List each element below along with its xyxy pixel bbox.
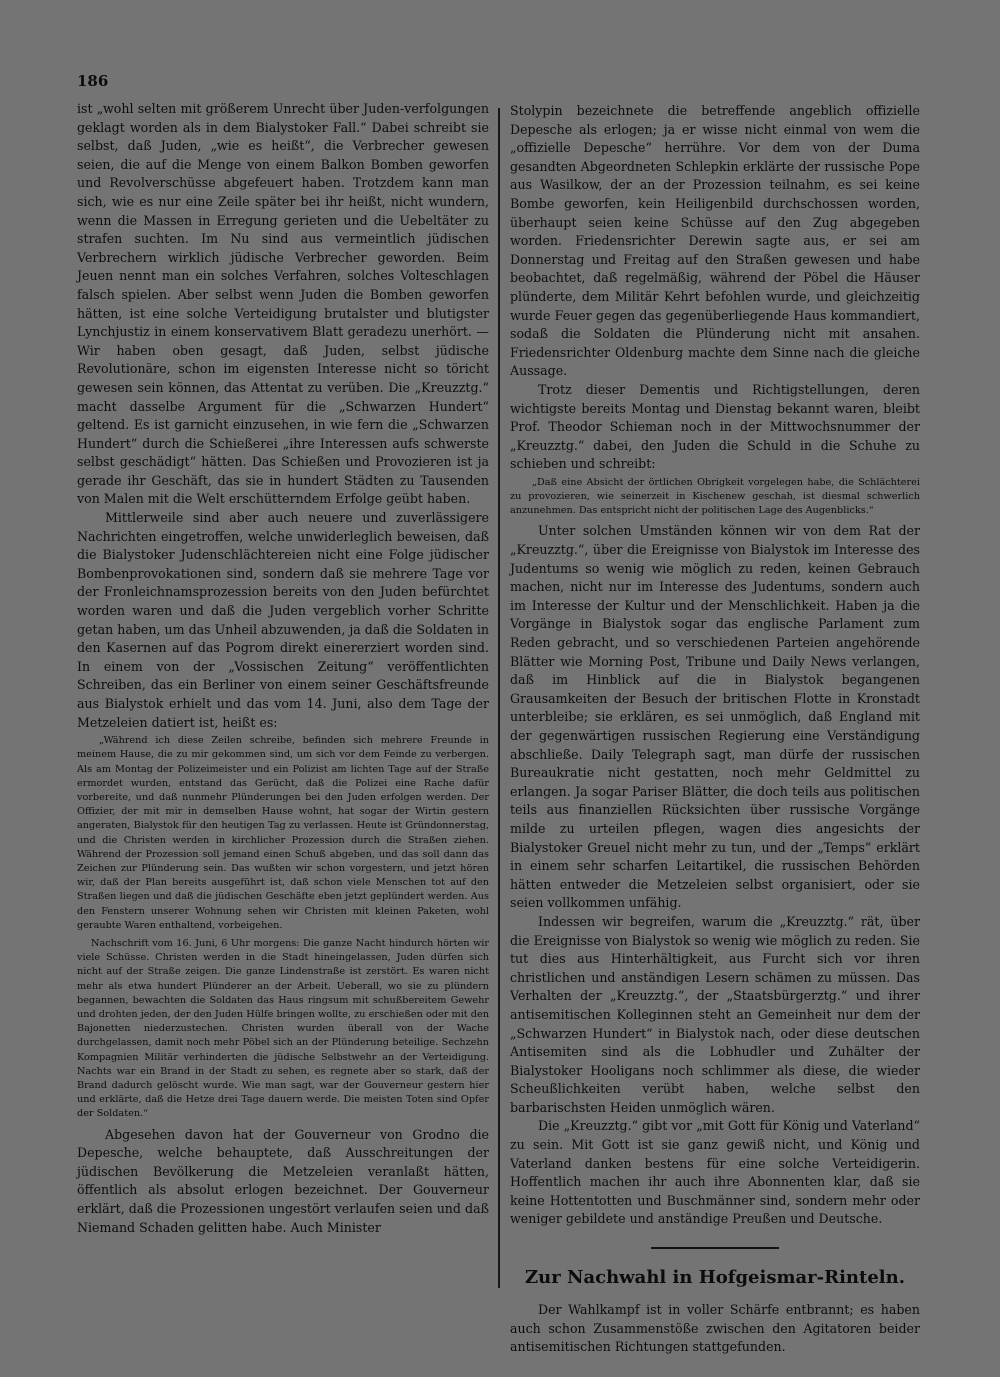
left-column xyxy=(77,100,489,1237)
letter-quote: „Während ich diese Zeilen schreibe, befinden sich mehrere Freunde in meinem Hause, die zu mir gekommen sind, um sich vor dem Feinde zu verbergen. Als am Montag der Polizeimeister und ein Polizist am lichten Tage auf der Straße ermordet wurden, entstand das Gerücht, daß die Polizei eine Rache dafür vorbereite, und daß nunmehr Plünderungen bei den Juden erfolgen werden. Der Offizier, der mit mir in demselben Hause wohnt, hat sogar der Wirtin gestern angeraten, Bialystok für den heutigen Tag zu verlassen. Heute ist Gründonnerstag, und die Christen werden in kirchlicher Prozession durch die Straßen ziehen. Während der Prozession soll jemand einen Schuß abgeben, und das soll dann das Zeichen zur Plünderung sein. Das wußten wir schon vorgestern, und jetzt hören wir, daß der Plan bereits ausgeführt ist, daß schon viele Menschen tot auf den Straßen liegen und daß die jüdischen Geschäfte eben jetzt geplündert werden. Aus den Fenstern unserer Wohnung sehen wir Christen mit kleinen Paketen, wohl geraubte Waren enthaltend, vorbeigehen. xyxy=(77,735,489,931)
body-paragraph: Mittlerweile sind aber auch neuere und zuverlässigere Nachrichten eingetroffen, welche unwiderleglich beweisen, daß die Bialystoker Judenschlächtereien nicht eine Folge jüdischer Bombenprovokationen sind, sondern daß sie mehrere Tage vor der Fronleichnamsprozession bereits von den Juden befürchtet worden waren und daß die Juden vergeblich vorher Schritte getan haben, um das Unheil abzuwenden, ja daß die Soldaten in den Kasernen auf das Pogrom direkt einererziert worden sind. In einem von der „Vossischen Zeitung“ veröffentlichten Schreiben, das ein Berliner von einem seiner Geschäftsfreunde aus Bialystok erhielt und das vom 14. Juni, also dem Tage der Metzeleien datiert ist, heißt es: xyxy=(77,510,489,730)
body-paragraph: Trotz dieser Dementis und Richtigstellungen, deren wichtigste bereits Montag und Dienstag bekannt waren, bleibt Prof. Theodor Schieman noch in der Mittwochsnummer der „Kreuzztg.“ dabei, den Juden die Schuld in die Schuhe zu schieben und schreibt: xyxy=(510,381,920,472)
column-divider xyxy=(498,108,500,1288)
page-number: 186 xyxy=(77,72,109,90)
right-column xyxy=(510,102,920,1357)
body-paragraph: ist „wohl selten mit größerem Unrecht über Juden-verfolgungen geklagt worden als in dem Bialystoker Fall.“ Dabei schreibt sie selbst, daß Juden, „wie es heißt“, die Verbrecher gewesen seien, die auf die Menge von einem Balkon Bomben geworfen und Revolverschüsse abgefeuert haben. Trotzdem kann man sich, wie es nur eine Zeile später bei ihr heißt, nicht wundern, wenn die Massen in Erregung gerieten und die Uebeltäter zu strafen suchten. Im Nu sind aus vermeintlich jüdischen Verbrechern wirklich jüdische Verbrecher geworden. Beim Jeuen nennt man ein solches Verfahren, solches Volteschlagen falsch spielen. Aber selbst wenn Juden die Bomben geworfen hätten, ist eine solche Verteidigung brutalster und blutigster Lynchjustiz in einem konservativem Blatt geradezu unerhört. — Wir haben oben gesagt, daß Juden, selbst jüdische Revolutionäre, schon im eigensten Interesse nicht so töricht gewesen sein können, das Attentat zu verüben. Die „Kreuzztg.“ macht dasselbe Argument für die „Schwarzen Hundert“ geltend. Es ist garnicht einzusehen, in wie fern die „Schwarzen Hundert“ durch die Schießerei „ihre Interessen aufs schwerste selbst geschädigt“ hätten. Das Schießen und Provozieren ist ja gerade ihr Geschäft, das sie in hundert Städten zu Tausenden von Malen mit die Welt erschütterndem Erfolge geübt haben. xyxy=(77,101,489,507)
body-paragraph: Unter solchen Umständen können wir von dem Rat der „Kreuzztg.“, über die Ereignisse von Bialystok im Interesse des Judentums so wenig wie möglich zu reden, keinen Gebrauch machen, nicht nur im Interesse des Judentums, sondern auch im Interesse der Kultur und der Menschlichkeit. Haben ja die Vorgänge in Bialystok sogar das englische Parlament zum Reden gebracht, und so verschiedenen Parteien angehörende Blätter wie Morning Post, Tribune und Daily News verlangen, daß im Hinblick auf die in Bialystok begangenen Grausamkeiten der Besuch der britischen Flotte in Kronstadt unterbleibe; sie erklären, es sei unmöglich, daß England mit der gegenwärtigen russischen Regierung eine Verständigung abschließe. Daily Telegraph sagt, man dürfe der russischen Bureaukratie nicht gestatten, noch mehr Geldmittel zu erlangen. Ja sogar Pariser Blätter, die doch teils aus politischen teils aus finanziellen Rücksichten über russische Vorgänge milde zu urteilen pflegen, wagen dies angesichts der Bialystoker Greuel nicht mehr zu tun, und der „Temps“ erklärt in einem sehr scharfen Leitartikel, die russischen Behörden hätten entweder die Metzeleien selbst organisiert, oder sie seien vollkommen unfähig. xyxy=(510,523,920,911)
body-paragraph: Abgesehen davon hat der Gouverneur von Grodno die Depesche, welche behauptete, daß Ausschreitungen der jüdischen Bevölkerung die Metzeleien veranlaßt hätten, öffentlich als absolut erlogen bezeichnet. Der Gouverneur erklärt, daß die Prozessionen ungestört verlaufen seien und daß Niemand Schaden gelitten habe. Auch Minister xyxy=(77,1126,489,1235)
section-headline: Zur Nachwahl in Hofgeismar-Rinteln. xyxy=(525,1267,905,1289)
newspaper-quote: „Daß eine Absicht der örtlichen Obrigkeit vorgelegen habe, die Schlächterei zu provozieren, wie seinerzeit in Kischenew geschah, ist diesmal schwerlich anzunehmen. Das entspricht nicht der politischen Lage des Augenblicks.“ xyxy=(510,476,920,517)
body-paragraph: Die „Kreuzztg.“ gibt vor „mit Gott für König und Vaterland“ zu sein. Mit Gott ist sie ganz gewiß nicht, und König und Vaterland danken bestens für eine solche Verteidigerin. Hoffentlich machen ihr auch ihre Abonnenten klar, daß sie keine Hottentotten und Buschmänner sind, sondern mehr oder weniger gebildete und anständige Preußen und Deutsche. xyxy=(510,1118,920,1227)
body-paragraph: Stolypin bezeichnete die betreffende angeblich offizielle Depesche als erlogen; ja er wisse nicht einmal von wem die „offizielle Depesche“ herrühre. Vor dem von der Duma gesandten Abgeordneten Schlepkin erklärte der russische Pope aus Wasilkow, der an der Prozession teilnahm, es sei keine Bombe geworfen, kein Heiligenbild durchschossen worden, überhaupt seien keine Schüsse auf den Zug abgegeben worden. Friedensrichter Derewin sagte aus, er sei am Donnerstag und Freitag auf den Straßen gewesen und habe beobachtet, daß regelmäßig, während der Pöbel die Häuser plünderte, dem Militär Kehrt befohlen wurde, und gleichzeitig wurde Feuer gegen das gegenüberliegende Haus kommandiert, sodaß die Soldaten die Plünderung nicht mit ansahen. Friedensrichter Oldenburg machte dem Sinne nach die gleiche Aussage. xyxy=(510,103,920,379)
section-separator xyxy=(651,1247,779,1249)
letter-postscript: Nachschrift vom 16. Juni, 6 Uhr morgens: Die ganze Nacht hindurch hörten wir viele Schüsse. Christen werden in die Stadt hineingelassen, Juden dürfen sich nicht auf der Straße zeigen. Die ganze Lindenstraße ist zerstört. Es waren nicht mehr als etwa hundert Plünderer an der Arbeit. Ueberall, wo sie zu plündern begannen, bewachten die Soldaten das Haus ringsum mit schußbereitem Gewehr und drohten jeden, der den Juden Hülfe bringen wollte, zu erschießen oder mit den Bajonetten niederzustechen. Christen wurden überall von der Wache durchgelassen, damit noch mehr Pöbel sich an der Plünderung beteilige. Sechzehn Kompagnien Militär verhinderten die jüdische Selbstwehr an der Verteidigung. Nachts war ein Brand in der Stadt zu sehen, es regnete aber so stark, daß der Brand dadurch gelöscht wurde. Wie man sagt, war der Gouverneur gestern hier und erklärte, daß die Hetze drei Tage dauern werde. Die meisten Toten sind Opfer der Soldaten.“ xyxy=(77,938,489,1120)
body-paragraph: Der Wahlkampf ist in voller Schärfe entbrannt; es haben auch schon Zusammenstöße zwischen den Agitatoren beider antisemitischen Richtungen stattgefunden. xyxy=(510,1302,920,1355)
body-paragraph: Indessen wir begreifen, warum die „Kreuzztg.“ rät, über die Ereignisse von Bialystok so wenig wie möglich zu reden. Sie tut dies aus Hinterhältigkeit, aus Furcht sich vor ihren christlichen und anständigen Lesern schämen zu müssen. Das Verhalten der „Kreuzztg.“, der „Staatsbürgerztg.“ und ihrer antisemitischen Kolleginnen steht an Gemeinheit nur dem der „Schwarzen Hundert“ in Bialystok nach, oder diese deutschen Antisemiten sind als die Lobhudler und Zuhälter der Bialystoker Hooligans noch schlimmer als diese, die wieder Scheußlichkeiten verübt haben, welche selbst den barbarischsten Heiden unmöglich wären. xyxy=(510,913,920,1115)
